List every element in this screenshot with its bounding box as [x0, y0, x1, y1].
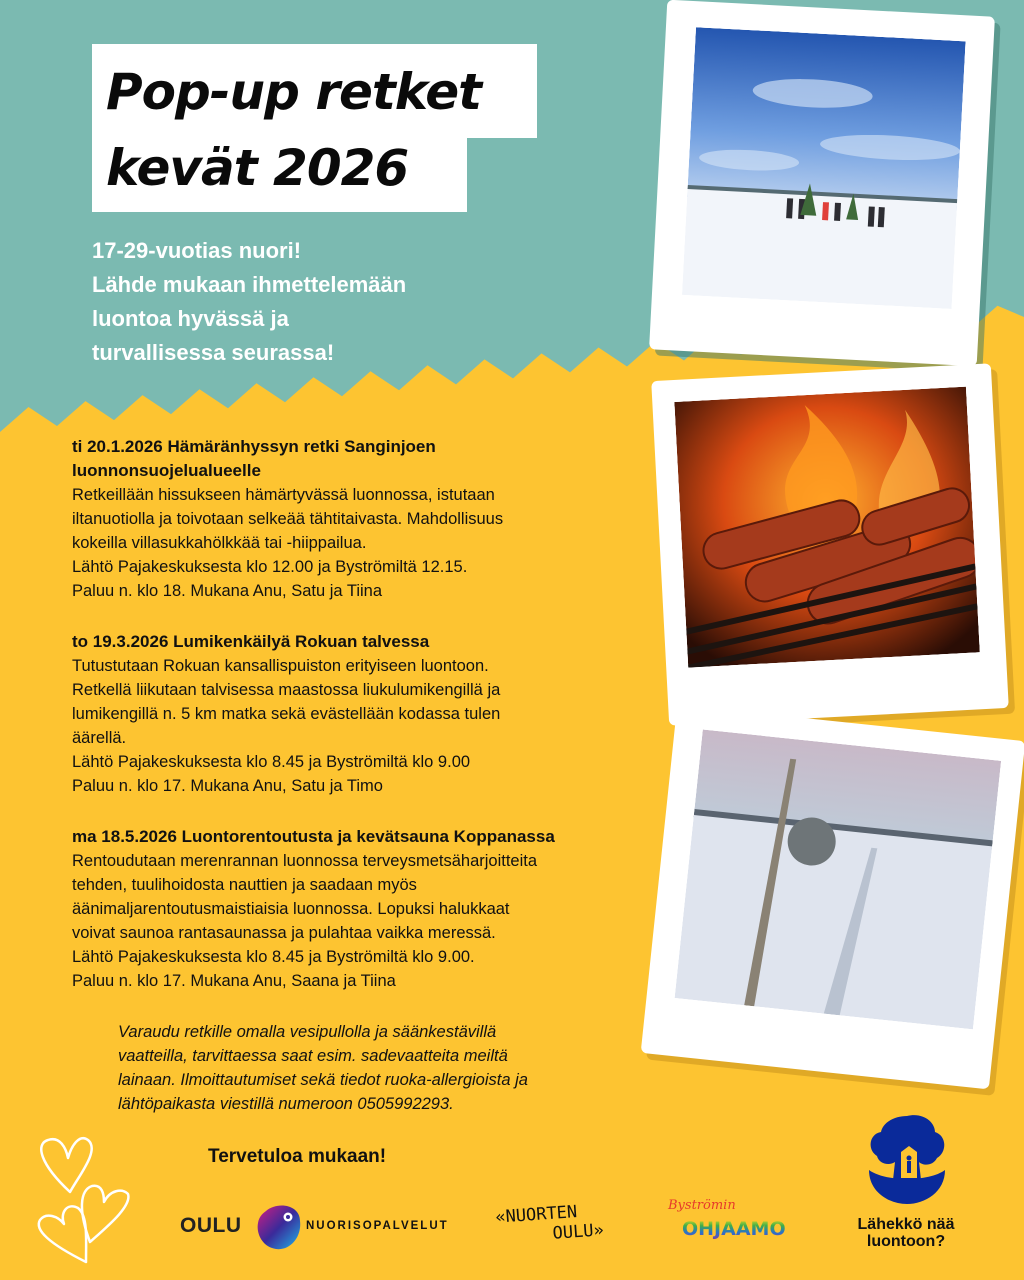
photo-illustration — [682, 27, 966, 309]
title-line-1: Pop-up retket — [92, 44, 537, 138]
intro-line: luontoa hyvässä ja — [92, 306, 289, 331]
note-line: vaatteilla, tarvittaessa saat esim. sadevaatteita meiltä — [118, 1047, 508, 1065]
event-heading — [72, 630, 500, 654]
event-line: Retkellä liikutaan talvisessa maastossa liukulumikengillä ja — [72, 681, 501, 699]
logo-line: «NUORTEN — [494, 1202, 578, 1228]
logo-line: OULU» — [551, 1220, 605, 1244]
ohjaamo-logo: OHJAAMO — [682, 1218, 786, 1240]
hearts-doodle-icon — [30, 1134, 130, 1264]
info-note — [118, 1020, 618, 1116]
event-description — [72, 483, 672, 603]
poster-title — [92, 44, 537, 212]
event-line: kokeilla villasukkahölkkää tai -hiippailua. — [72, 534, 367, 552]
polaroid-photo-frame — [641, 705, 1024, 1090]
photo-illustration — [674, 387, 980, 668]
snowy-ski-track-photo — [675, 729, 1002, 1029]
event-line: lumikengillä n. 5 km matka sekä evästellään kodassa tulen — [72, 705, 501, 723]
event-line: Paluu n. klo 18. Mukana Anu, Satu ja Tiina — [72, 582, 383, 600]
event-item — [72, 630, 500, 798]
intro-line: Lähde mukaan ihmettelemään — [92, 272, 407, 297]
event-line: Paluu n. klo 17. Mukana Anu, Satu ja Timo — [72, 777, 383, 795]
event-line: Lähtö Pajakeskuksesta klo 8.45 ja Byströmiltä klo 9.00. — [72, 948, 475, 966]
polaroid-photo-frame — [649, 0, 995, 366]
nuorisopalvelut-blob-logo-icon — [256, 1203, 302, 1251]
event-line: iltanuotiolla ja toivotaan selkeää tähtitaivasta. Mahdollisuus — [72, 510, 504, 528]
intro-line: turvallisessa seurassa! — [92, 340, 335, 365]
note-line: lainaan. Ilmoittautumiset sekä tiedot ruoka-allergioista ja — [118, 1071, 528, 1089]
event-heading-line: luonnonsuojelualueelle — [72, 461, 261, 480]
intro-text — [92, 234, 512, 370]
event-heading — [72, 825, 555, 849]
tree-circle-logo-icon — [865, 1112, 949, 1204]
event-line: Tutustutaan Rokuan kansallispuiston erityiseen luontoon. — [72, 657, 489, 675]
event-description — [72, 654, 500, 798]
nuorisopalvelut-logo-text: NUORISOPALVELUT — [306, 1220, 449, 1232]
event-heading-line: ma 18.5.2026 Luontorentoutusta ja kevätsauna Koppanassa — [72, 827, 555, 846]
intro-line: 17-29-vuotias nuori! — [92, 238, 302, 263]
event-line: Lähtö Pajakeskuksesta klo 12.00 ja Byströmiltä 12.15. — [72, 558, 468, 576]
welcome-text: Tervetuloa mukaan! — [208, 1146, 387, 1167]
event-line: Rentoudutaan merenrannan luonnossa terveysmetsäharjoitteita — [72, 852, 538, 870]
oulu-logo: OULU — [180, 1214, 242, 1237]
event-line: äärellä. — [72, 729, 127, 747]
logo-line: luontoon? — [866, 1233, 946, 1250]
event-item — [72, 435, 672, 603]
event-line: Lähtö Pajakeskuksesta klo 8.45 ja Byströmiltä klo 9.00 — [72, 753, 471, 771]
note-line: lähtöpaikasta viestillä numeroon 0505992293. — [118, 1095, 454, 1113]
event-line: Retkeillään hissukseen hämärtyvässä luonnossa, istutaan — [72, 486, 495, 504]
event-heading — [72, 435, 672, 483]
event-heading-line: ti 20.1.2026 Hämäränhyssyn retki Sanginjoen — [72, 437, 436, 456]
bystromin-logo-text: Byströmin — [668, 1198, 736, 1213]
event-item — [72, 825, 555, 993]
title-line-2: kevät 2026 — [92, 138, 467, 212]
event-line: äänimaljarentoutusmaistiaisia luonnossa. Lopuksi halukkaat — [72, 900, 510, 918]
logo-line: Lähekkö nää — [857, 1216, 955, 1233]
event-heading-line: to 19.3.2026 Lumikenkäilyä Rokuan talvessa — [72, 632, 430, 651]
lahekko-naa-luontoon-logo-text — [842, 1216, 970, 1250]
polaroid-photo-frame — [651, 363, 1009, 725]
note-line: Varaudu retkille omalla vesipullolla ja säänkestävillä — [118, 1023, 497, 1041]
nuorten-oulu-logo — [495, 1200, 605, 1247]
event-line: voivat saunoa rantasaunassa ja pulahtaa vaikka meressä. — [72, 924, 496, 942]
event-description — [72, 849, 555, 993]
event-list — [72, 435, 672, 990]
event-line: Paluu n. klo 17. Mukana Anu, Saana ja Tiina — [72, 972, 396, 990]
photo-illustration — [675, 729, 1002, 1029]
event-line: tehden, tuulihoidosta nauttien ja saadaan myös — [72, 876, 417, 894]
grilled-sausages-photo — [674, 387, 980, 668]
snowy-bog-hikers-photo — [682, 27, 966, 309]
